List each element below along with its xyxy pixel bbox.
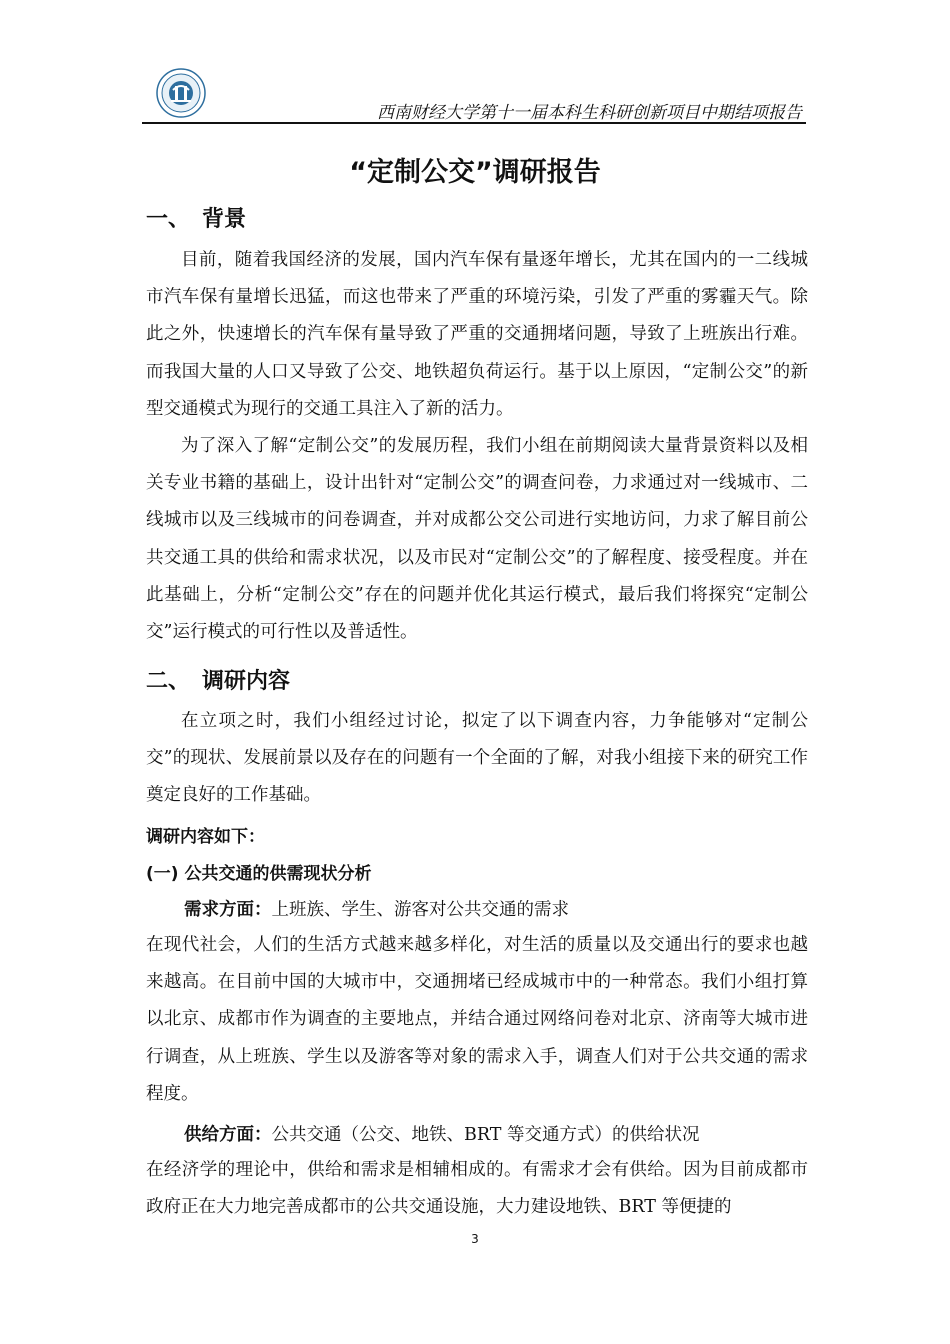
document-title: “定制公交”调研报告: [349, 157, 601, 188]
subsection-heading: (一) 公共交通的供需现状分析: [146, 864, 372, 884]
background-paragraph-2: 为了深入了解“定制公交”的发展历程，我们小组在前期阅读大量背景资料以及相关专业书籍的基础上，设计出针对“定制公交”的调查问卷，力求通过对一线城市、二线城市以及三线城市的问卷调查，并对成都公交公司进行实地访问，力求了解目前公共交通工具的供给和需求状况，以及市民对“定制公交”的了解程度、接受程度。并在此基础上，分析“定制公交”存在的问题并优化其运行模式，最后我们将探究“定制公交”运行模式的可行性以及普适性。: [146, 436, 808, 643]
supply-paragraph: 在经济学的理论中，供给和需求是相辅相成的。有需求才会有供给。因为目前成都市政府正在大力地完善成都市的公共交通设施，大力建设地铁、BRT 等便捷的: [146, 1160, 808, 1218]
list-intro: 调研内容如下：: [146, 827, 265, 847]
university-seal-icon: [156, 68, 206, 118]
header-title: 西南财经大学第十一届本科生科研创新项目中期结项报告: [377, 103, 802, 123]
section-title: 调研内容: [202, 669, 291, 694]
page-header: [142, 62, 806, 124]
demand-paragraph: 在现代社会，人们的生活方式越来越多样化，对生活的质量以及交通出行的要求也越来越高。在目前中国的大城市中，交通拥堵已经成城市中的一种常态。我们小组打算以北京、成都市作为调查的主要地点，并结合通过网络问卷对北京、济南等大城市进行调查，从上班族、学生以及游客等对象的需求入手，调查人们对于公共交通的需求程度。: [146, 935, 808, 1104]
demand-text: 上班族、学生、游客对公共交通的需求: [271, 900, 569, 920]
demand-label: 需求方面：: [184, 900, 272, 920]
section-number: 一、: [146, 207, 191, 232]
supply-label: 供给方面：: [184, 1125, 272, 1145]
page-number: 3: [471, 1232, 479, 1246]
header-rule: [142, 122, 806, 124]
section-number: 二、: [146, 669, 191, 694]
supply-text: 公共交通（公交、地铁、BRT 等交通方式）的供给状况: [271, 1125, 700, 1145]
section-title: 背景: [202, 207, 247, 232]
supply-lead: [184, 1121, 699, 1146]
section-heading-research-content: [146, 664, 290, 695]
demand-lead: [184, 896, 569, 921]
section-heading-background: [146, 202, 246, 233]
research-paragraph-1: 在立项之时，我们小组经过讨论，拟定了以下调查内容，力争能够对“定制公交”的现状、发展前景以及存在的问题有一个全面的了解，对我小组接下来的研究工作奠定良好的工作基础。: [146, 711, 808, 806]
background-paragraph-1: 目前，随着我国经济的发展，国内汽车保有量逐年增长，尤其在国内的一二线城市汽车保有量增长迅猛，而这也带来了严重的环境污染，引发了严重的雾霾天气。除此之外，快速增长的汽车保有量导致了严重的交通拥堵问题，导致了上班族出行难。而我国大量的人口又导致了公交、地铁超负荷运行。基于以上原因，“定制公交”的新型交通模式为现行的交通工具注入了新的活力。: [146, 250, 808, 419]
